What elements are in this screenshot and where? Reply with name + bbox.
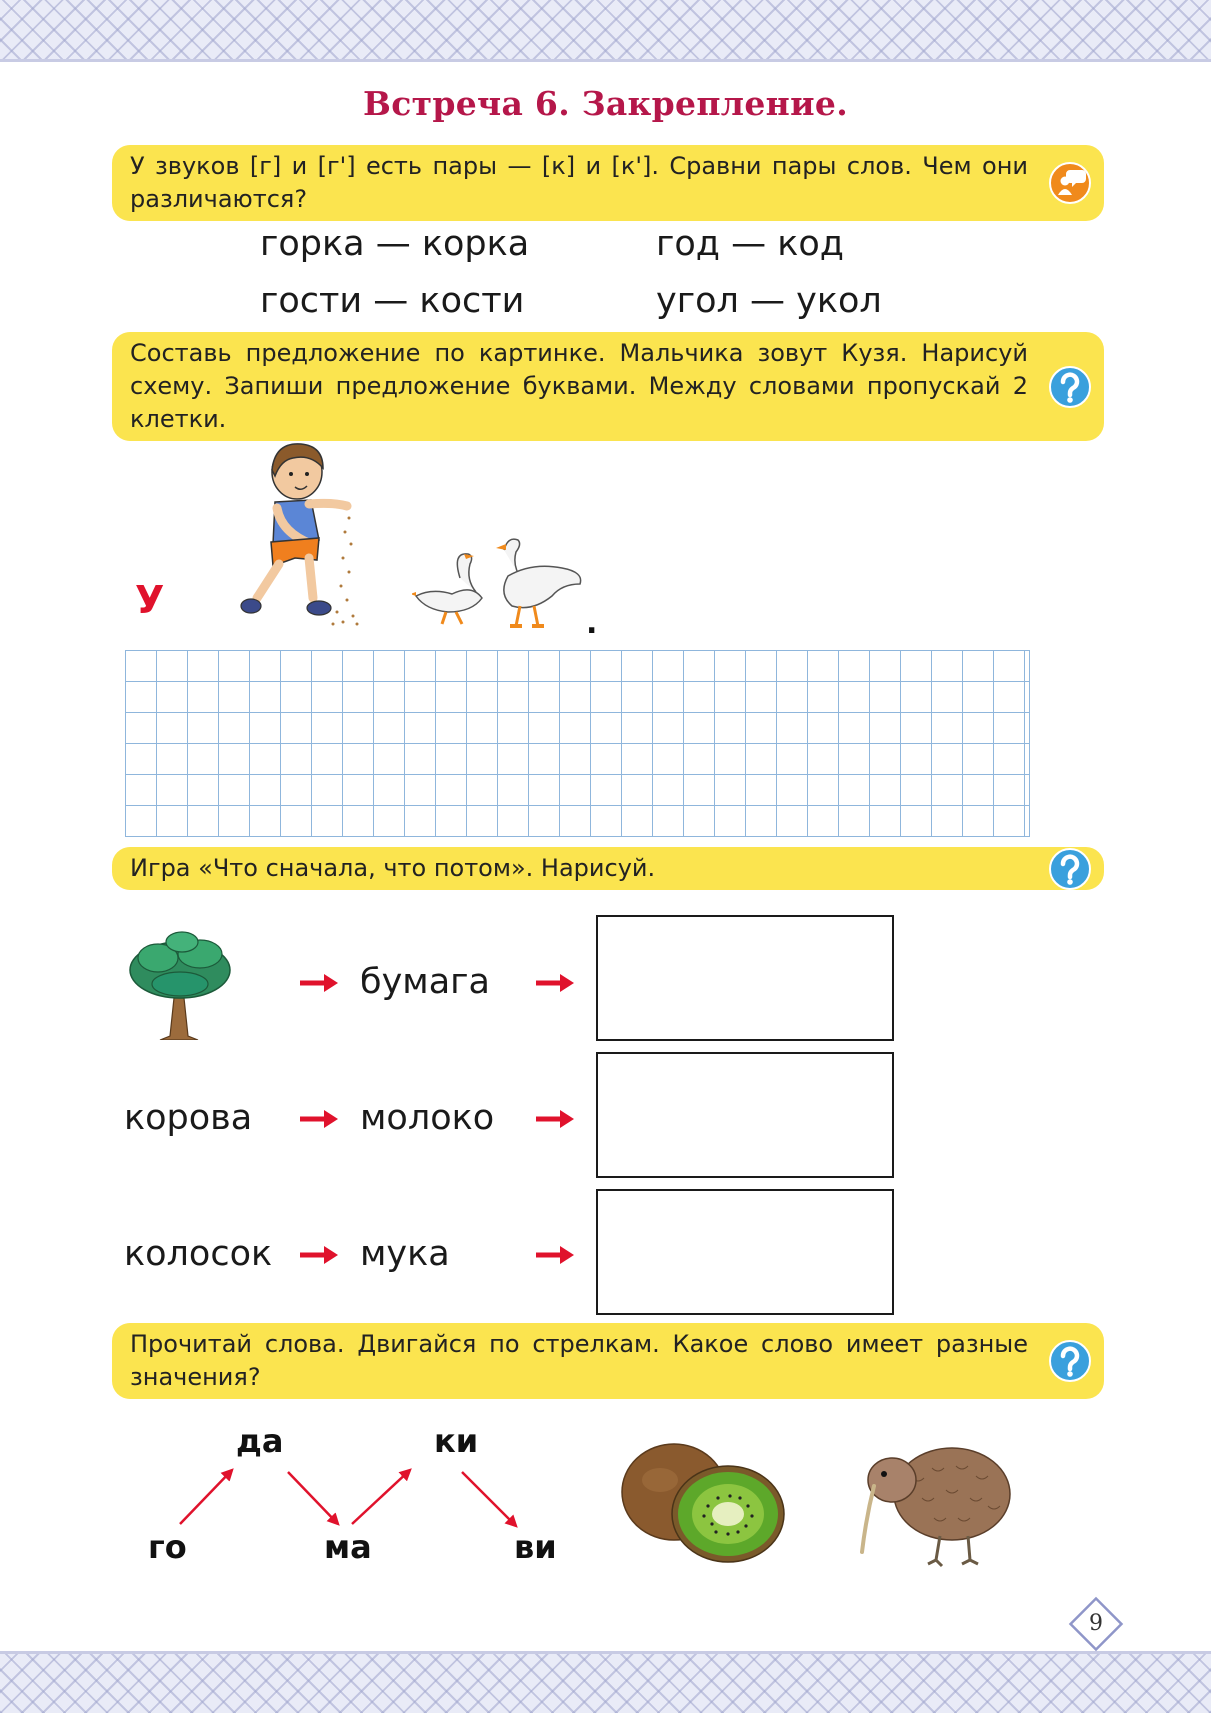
task-1-box xyxy=(112,145,1104,221)
speech-icon xyxy=(1048,161,1092,205)
page-title: Встреча 6. Закрепление. xyxy=(363,84,848,123)
drawing-box[interactable] xyxy=(596,1189,894,1315)
geese-illustration xyxy=(412,532,588,632)
question-icon xyxy=(1048,365,1092,409)
syllable: го xyxy=(148,1528,187,1566)
word-pair: горка — корка xyxy=(260,224,530,264)
task-2-box xyxy=(112,332,1104,441)
sentence-end-dot: . xyxy=(586,606,598,641)
right-arrow-icon xyxy=(534,1108,576,1130)
word-pair: год — код xyxy=(656,224,845,264)
sequence-source-word: колосок xyxy=(124,1234,273,1274)
right-arrow-icon xyxy=(298,1108,340,1130)
word-pair: гости — кости xyxy=(260,281,525,321)
page-number: 9 xyxy=(1089,1611,1103,1636)
sequence-source-word: корова xyxy=(124,1098,253,1138)
question-icon xyxy=(1048,847,1092,891)
syllable-arrows xyxy=(170,1460,570,1540)
page-number-badge xyxy=(1068,1596,1124,1652)
question-icon xyxy=(1048,1339,1092,1383)
sequence-middle-word: молоко xyxy=(360,1098,495,1138)
task-2-text: Составь предложение по картинке. Мальчика зовут Кузя. Нарисуй схему. Запиши предложение буквами. Между словами пропускай 2 клетки. xyxy=(130,339,1028,433)
writing-grid[interactable] xyxy=(125,650,1030,837)
task-4-box xyxy=(112,1323,1104,1399)
right-arrow-icon xyxy=(534,1244,576,1266)
word-pair: угол — укол xyxy=(656,281,882,321)
top-ornament-border xyxy=(0,0,1211,62)
drawing-box[interactable] xyxy=(596,915,894,1041)
tree-icon xyxy=(124,924,236,1040)
kiwi-fruit-illustration xyxy=(612,1436,792,1566)
syllable: ма xyxy=(324,1528,372,1566)
sequence-middle-word: бумага xyxy=(360,962,490,1002)
sequence-middle-word: мука xyxy=(360,1234,450,1274)
sentence-start-letter: У xyxy=(135,578,165,622)
task-4-text: Прочитай слова. Двигайся по стрелкам. Какое слово имеет разные значения? xyxy=(130,1330,1028,1391)
task-3-text: Игра «Что сначала, что потом». Нарисуй. xyxy=(130,854,656,882)
right-arrow-icon xyxy=(298,972,340,994)
syllable: да xyxy=(236,1422,284,1460)
drawing-box[interactable] xyxy=(596,1052,894,1178)
boy-illustration xyxy=(215,440,375,630)
right-arrow-icon xyxy=(534,972,576,994)
task-3-box xyxy=(112,847,1104,890)
right-arrow-icon xyxy=(298,1244,340,1266)
task-1-text: У звуков [г] и [г'] есть пары — [к] и [к']. Сравни пары слов. Чем они различаются? xyxy=(130,152,1028,213)
syllable: ви xyxy=(514,1528,557,1566)
syllable: ки xyxy=(434,1422,479,1460)
bottom-ornament-border xyxy=(0,1651,1211,1713)
kiwi-bird-illustration xyxy=(852,1428,1022,1568)
